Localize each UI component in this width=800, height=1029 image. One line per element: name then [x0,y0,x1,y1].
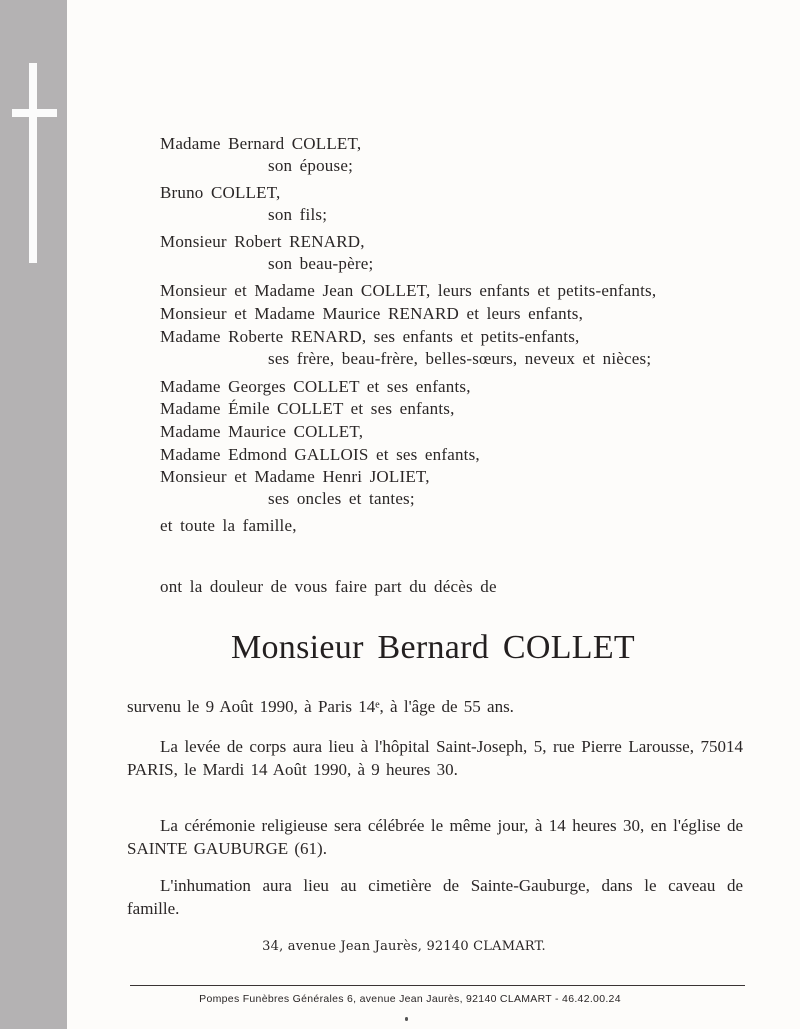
cross-icon [29,63,37,263]
family-line: Monsieur Robert RENARD, [160,232,365,251]
family-line: Madame Edmond GALLOIS et ses enfants, [160,445,480,464]
burial-paragraph: L'inhumation aura lieu au cimetière de Sainte-Gauburge, dans le caveau de famille. [127,876,743,918]
deceased-name-heading: Monsieur Bernard COLLET [230,629,636,666]
gray-side-band [0,0,67,1029]
family-line: Monsieur et Madame Maurice RENARD et leurs enfants, [160,304,584,323]
family-line: Madame Maurice COLLET, [160,422,364,441]
funeral-home-footer: Pompes Funèbres Générales 6, avenue Jean Jaurès, 92140 CLAMART - 46.42.00.24 [199,993,621,1005]
family-address: 34, avenue Jean Jaurès, 92140 CLAMART. [262,939,546,954]
family-line: Madame Bernard COLLET, [160,134,362,153]
family-line: Madame Roberte RENARD, ses enfants et petits-enfants, [160,327,580,346]
print-speck [405,1017,408,1021]
family-line: Bruno COLLET, [160,183,281,202]
family-line: ses frère, beau-frère, belles-sœurs, neveux et nièces; [268,349,652,368]
cross-icon-bar [12,109,57,117]
family-line: son épouse; [268,156,353,175]
family-line: Madame Émile COLLET et ses enfants, [160,399,455,418]
footer-divider [130,985,745,986]
family-line: Madame Georges COLLET et ses enfants, [160,377,471,396]
death-details-paragraph: survenu le 9 Août 1990, à Paris 14ᵉ, à l'âge de 55 ans. [127,697,514,716]
announcement-text: ont la douleur de vous faire part du décès de [160,577,497,596]
family-line: Monsieur et Madame Jean COLLET, leurs enfants et petits-enfants, [160,281,657,300]
family-line: ses oncles et tantes; [268,489,415,508]
family-line: son fils; [268,205,328,224]
ceremony-paragraph: La cérémonie religieuse sera célébrée le même jour, à 14 heures 30, en l'église de SAINTE GAUBURGE (61). [127,816,743,858]
family-line: Monsieur et Madame Henri JOLIET, [160,467,430,486]
family-line: son beau-père; [268,254,374,273]
viewing-paragraph: La levée de corps aura lieu à l'hôpital Saint-Joseph, 5, rue Pierre Larousse, 75014 PARIS, le Mardi 14 Août 1990, à 9 heures 30. [127,737,743,779]
family-line: et toute la famille, [160,516,297,535]
